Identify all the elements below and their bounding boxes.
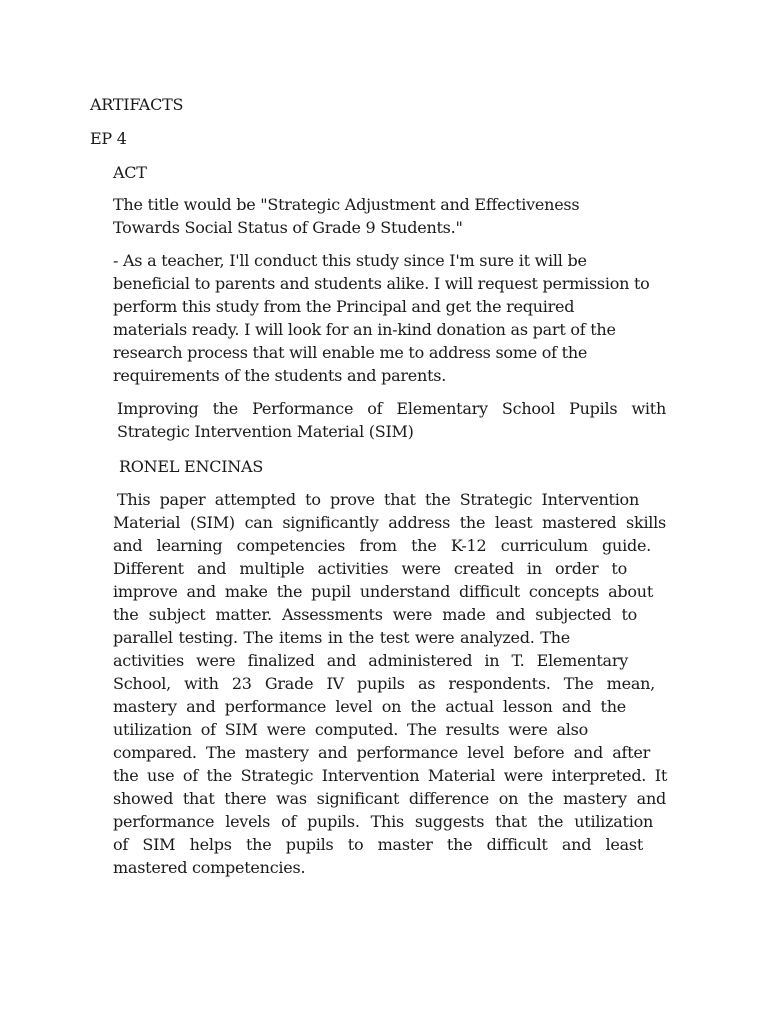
abstract-line: School, with 23 Grade IV pupils as respondents. The mean, [113,674,655,693]
abstract-line: utilization of SIM were computed. The results were also [113,720,588,739]
abstract-line: of SIM helps the pupils to master the difficult and least [113,835,643,854]
abstract-line: compared. The mastery and performance level before and after [113,743,650,762]
abstract-line: parallel testing. The items in the test were analyzed. The [113,628,570,647]
abstract-line: Material (SIM) can significantly address the least mastered skills [113,513,666,532]
act-label: ACT [113,163,147,182]
abstract-line: the subject matter. Assessments were made and subjected to [113,605,637,624]
abstract-line: mastered competencies. [113,858,306,877]
ep-label: EP 4 [90,129,127,148]
abstract-line: the use of the Strategic Intervention Material were interpreted. It [113,766,667,785]
abstract-line: This paper attempted to prove that the Strategic Intervention [117,490,639,509]
abstract-line: showed that there was significant difference on the mastery and [113,789,666,808]
heading-artifacts: ARTIFACTS [90,95,184,114]
title-sentence: The title would be "Strategic Adjustment and Effectiveness Towards Social Status of Grade 9 Students." [113,195,580,237]
abstract-line: improve and make the pupil understand difficult concepts about [113,582,653,601]
abstract-line: mastery and performance level on the actual lesson and the [113,697,626,716]
abstract-line: performance levels of pupils. This suggests that the utilization [113,812,653,831]
plan-paragraph: - As a teacher, I'll conduct this study since I'm sure it will be beneficial to parents and students alike. I will request permission to perform this study from the Principal and get the required materials ready. I will look for an in-kind donation as part of the research process that will enable me to address some of the requirements of the students and parents. [113,251,650,385]
abstract-line: and learning competencies from the K-12 curriculum guide. [113,536,651,555]
abstract-line: activities were finalized and administered in T. Elementary [113,651,628,670]
author-name: RONEL ENCINAS [119,457,264,476]
abstract-line: Different and multiple activities were created in order to [113,559,627,578]
study-title: Improving the Performance of Elementary School Pupils with Strategic Intervention Material (SIM) [117,399,666,441]
